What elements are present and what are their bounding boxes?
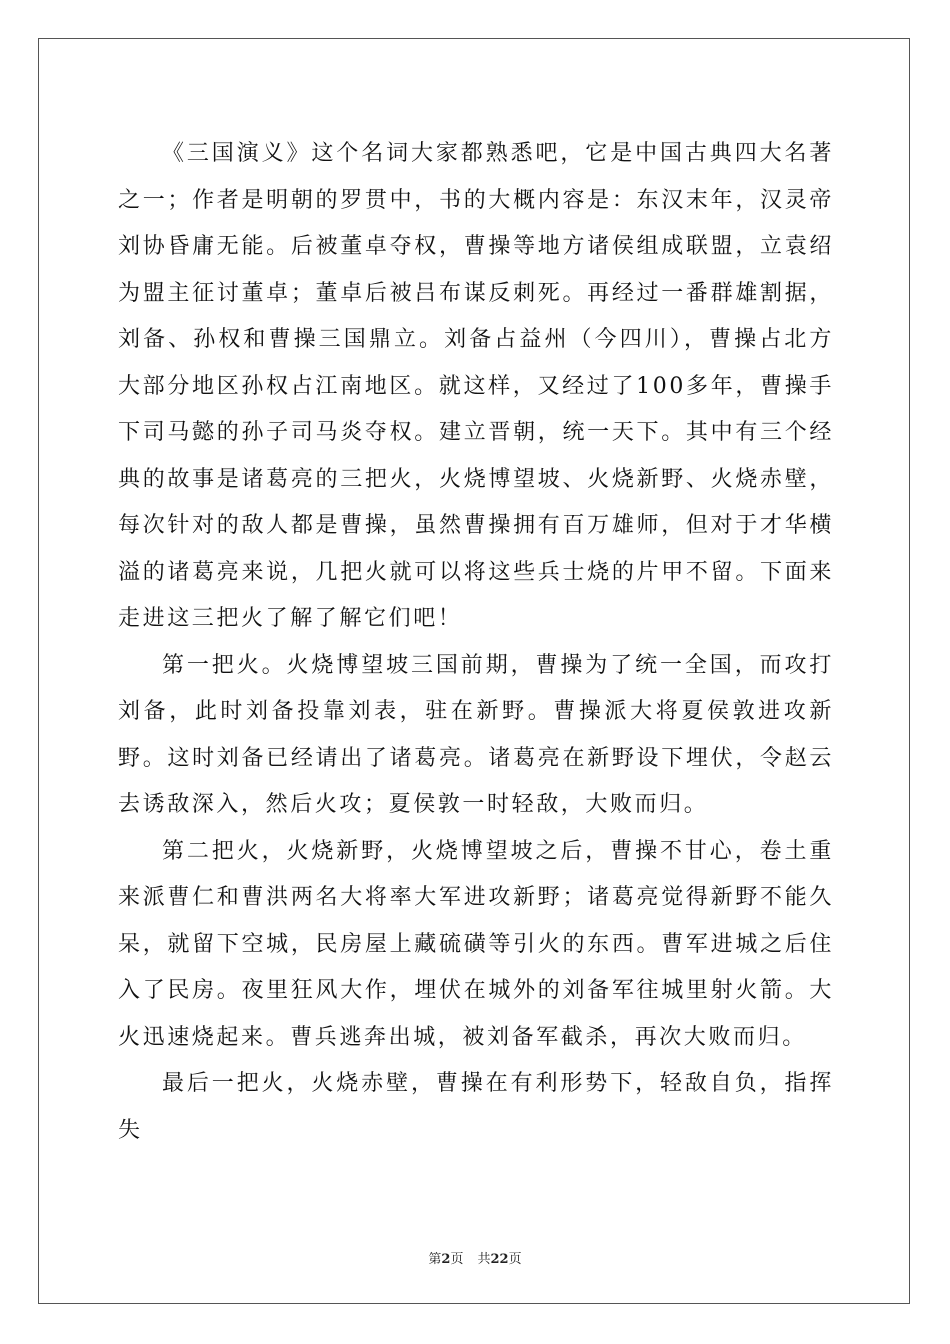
paragraph-first-fire: 第一把火。火烧博望坡三国前期，曹操为了统一全国，而攻打刘备，此时刘备投靠刘表，驻在新野。曹操派大将夏侯敦进攻新野。这时刘备已经请出了诸葛亮。诸葛亮在新野设下埋伏，令赵云去诱敌深入，然后火攻；夏侯敦一时轻敌，大败而归。 [118, 652, 834, 817]
page-total-number: 22 [490, 1252, 509, 1267]
page-prefix: 第 [428, 1252, 442, 1267]
paragraph-second-fire: 第二把火，火烧新野，火烧博望坡之后，曹操不甘心，卷土重来派曹仁和曹洪两名大将率大军进攻新野；诸葛亮觉得新野不能久呆，就留下空城，民房屋上藏硫磺等引火的东西。曹军进城之后住入了民房。夜里狂风大作，埋伏在城外的刘备军往城里射火箭。大火迅速烧起来。曹兵逃奔出城，被刘备军截杀，再次大败而归。 [118, 838, 834, 1050]
total-prefix: 共 [477, 1252, 491, 1267]
page-current-number: 2 [441, 1252, 451, 1267]
paragraph-intro: 《三国演义》这个名词大家都熟悉吧，它是中国古典四大名著之一；作者是明朝的罗贯中，书的大概内容是：东汉末年，汉灵帝刘协昏庸无能。后被董卓夺权，曹操等地方诸侯组成联盟，立袁绍为盟主征讨董卓；董卓后被吕布谋反刺死。再经过一番群雄割据，刘备、孙权和曹操三国鼎立。刘备占益州（今四川），曹操占北方大部分地区孙权占江南地区。就这样，又经过了100多年，曹操手下司马懿的孙子司马炎夺权。建立晋朝，统一天下。其中有三个经典的故事是诸葛亮的三把火，火烧博望坡、火烧新野、火烧赤壁，每次针对的敌人都是曹操，虽然曹操拥有百万雄师，但对于才华横溢的诸葛亮来说，几把火就可以将这些兵士烧的片甲不留。下面来走进这三把火了解了解它们吧！ [118, 141, 834, 631]
total-unit: 页 [508, 1252, 522, 1267]
page-unit: 页 [450, 1252, 464, 1267]
paragraph-last-fire: 最后一把火，火烧赤壁，曹操在有利形势下，轻敌自负，指挥失 [118, 1071, 834, 1143]
page-footer [0, 1248, 950, 1267]
document-body [118, 131, 834, 1154]
